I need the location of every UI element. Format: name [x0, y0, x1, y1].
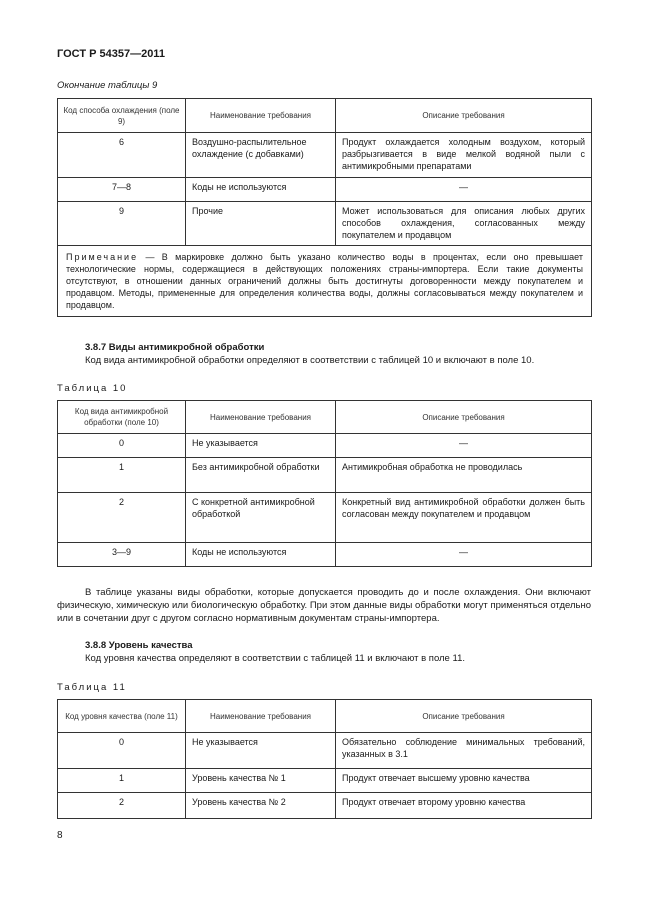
table9-header-desc: Описание требования: [336, 99, 592, 133]
table9-caption: Окончание таблицы 9: [57, 80, 158, 91]
table-row: [58, 458, 592, 493]
section-387-text: Код вида антимикробной обработки определяют в соответствии с таблицей 10 и включают в поле 10.: [85, 355, 535, 366]
table10-cell-code: 0: [58, 434, 186, 458]
table11-cell-desc: Продукт отвечает высшему уровню качества: [336, 769, 592, 793]
table11-cell-code: 0: [58, 733, 186, 769]
table11-cell-name: Уровень качества № 1: [186, 769, 336, 793]
table11-cell-code: 2: [58, 793, 186, 819]
table11-cell-name: Не указывается: [186, 733, 336, 769]
table11-header-name: Наименование требования: [186, 700, 336, 733]
table10-cell-desc: —: [336, 434, 592, 458]
document-header: ГОСТ Р 54357—2011: [57, 48, 165, 60]
table11-cell-code: 1: [58, 769, 186, 793]
table9-cell-name: Прочие: [186, 202, 336, 246]
table10-cell-desc: Конкретный вид антимикробной обработки должен быть согласован между покупателем и продавцом: [336, 493, 592, 543]
table9-header-name: Наименование требования: [186, 99, 336, 133]
note-label: Примечание: [66, 252, 139, 262]
table-row: [58, 493, 592, 543]
table10-header-desc: Описание требования: [336, 401, 592, 434]
paragraph-processing-types: В таблице указаны виды обработки, которые допускается проводить до и после охлаждения. Они включают физическую, химическую или биологическую обработку. При этом данные виды обработки могут применяться отдельно или в сочетании друг с другом согласно нормативным документам страны-импортера.: [57, 587, 591, 624]
table10-cell-name: Не указывается: [186, 434, 336, 458]
table-row: [58, 793, 592, 819]
table9-header-row: [58, 99, 592, 133]
table10-header-row: [58, 401, 592, 434]
table10-cell-desc: —: [336, 543, 592, 567]
section-388-text: Код уровня качества определяют в соответствии с таблицей 11 и включают в поле 11.: [85, 653, 465, 664]
table11: [57, 699, 592, 819]
table-row: [58, 133, 592, 178]
table-row: [58, 178, 592, 202]
table10-cell-code: 3—9: [58, 543, 186, 567]
table10-cell-desc: Антимикробная обработка не проводилась: [336, 458, 592, 493]
table9-cell-name: Коды не используются: [186, 178, 336, 202]
table11-cell-desc: Обязательно соблюдение минимальных требований, указанных в 3.1: [336, 733, 592, 769]
table9-cell-code: 6: [58, 133, 186, 178]
table9-cell-desc: Продукт охлаждается холодным воздухом, который разбрызгивается в виде мелкой водяной пыли с антимикробными препаратами: [336, 133, 592, 178]
table11-cell-desc: Продукт отвечает второму уровню качества: [336, 793, 592, 819]
table11-caption: Таблица 11: [57, 682, 127, 693]
table-row: [58, 543, 592, 567]
table9-cell-desc: —: [336, 178, 592, 202]
page-number: 8: [57, 830, 63, 841]
table9-cell-desc: Может использоваться для описания любых других способов охлаждения, согласованных между покупателем и продавцом: [336, 202, 592, 246]
table10-cell-code: 1: [58, 458, 186, 493]
table11-header-desc: Описание требования: [336, 700, 592, 733]
section-387-title: 3.8.7 Виды антимикробной обработки: [85, 342, 265, 353]
table11-cell-name: Уровень качества № 2: [186, 793, 336, 819]
table-row: [58, 202, 592, 246]
table10-cell-name: Без антимикробной обработки: [186, 458, 336, 493]
table9-cell-name: Воздушно-распылительное охлаждение (с добавками): [186, 133, 336, 178]
table9-cell-code: 9: [58, 202, 186, 246]
table10: [57, 400, 592, 567]
table-row: [58, 434, 592, 458]
table10-cell-name: С конкретной антимикробной обработкой: [186, 493, 336, 543]
table10-header-name: Наименование требования: [186, 401, 336, 434]
table-row: [58, 769, 592, 793]
table10-cell-code: 2: [58, 493, 186, 543]
note-text: — В маркировке должно быть указано количество воды в процентах, если оно превышает технологические нормы, содержащиеся в действующих положениях страны-импортера. Если такие документы отсутствуют, в отношении данных ограничений должны быть достигнуты договоренности между покупателем и продавцом. Методы, примененные для определения количества воды, должны согласовываться между покупателем и продавцом.: [66, 252, 583, 310]
table9: [57, 98, 592, 317]
table10-cell-name: Коды не используются: [186, 543, 336, 567]
table9-header-code: Код способа охлаждения (поле 9): [58, 99, 186, 133]
table9-note-row: [58, 246, 592, 317]
table9-note: [58, 246, 592, 317]
table9-cell-code: 7—8: [58, 178, 186, 202]
table-row: [58, 733, 592, 769]
section-388-title: 3.8.8 Уровень качества: [85, 640, 193, 651]
table11-header-row: [58, 700, 592, 733]
table10-caption: Таблица 10: [57, 383, 128, 394]
table10-header-code: Код вида антимикробной обработки (поле 10): [58, 401, 186, 434]
table11-header-code: Код уровня качества (поле 11): [58, 700, 186, 733]
